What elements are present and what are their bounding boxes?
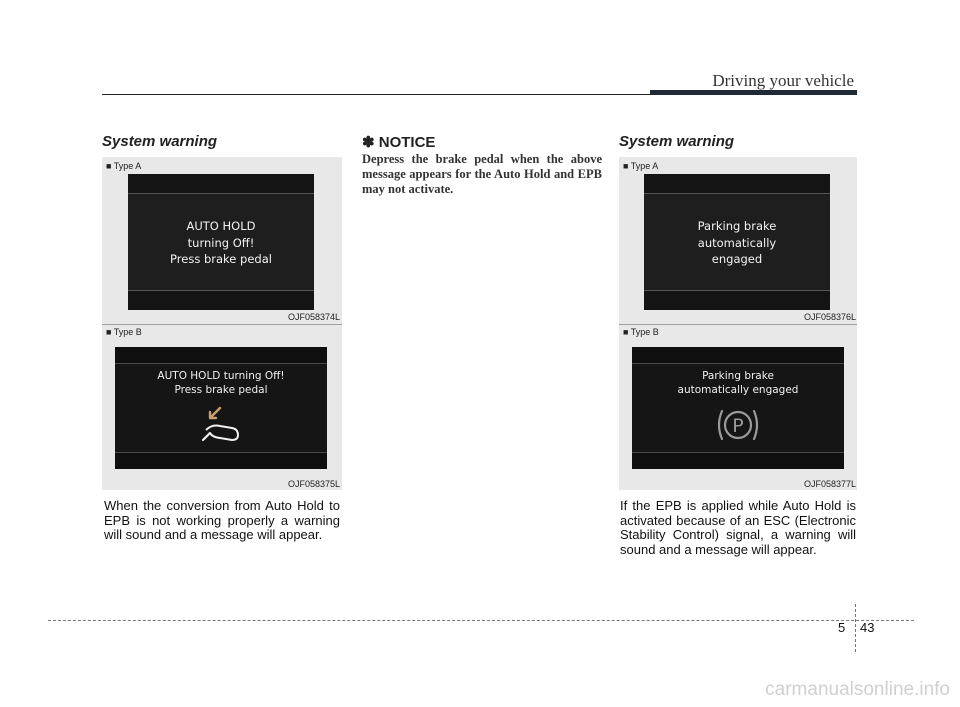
message-line: Parking brake xyxy=(697,219,777,233)
screen-bottom-band xyxy=(632,452,844,469)
right-type-a-screen xyxy=(644,174,830,310)
message-line: Parking brake xyxy=(702,370,774,382)
right-type-a-label: ■ Type A xyxy=(623,161,659,171)
page-number: 43 xyxy=(860,620,875,635)
screen-bottom-band xyxy=(644,290,830,310)
figure-separator xyxy=(619,324,857,325)
left-type-a-screen xyxy=(128,174,314,310)
page-header-title: Driving your vehicle xyxy=(712,71,854,90)
left-body-text: When the conversion from Auto Hold to EPB is not working properly a warning will sound and a message will appear. xyxy=(104,498,340,543)
left-type-a-code: OJF058374L xyxy=(287,312,340,322)
screen-top-band xyxy=(644,174,830,194)
screen-top-band xyxy=(115,347,327,364)
screen-bottom-band xyxy=(128,290,314,310)
watermark: carmanualsonline.info xyxy=(765,679,950,700)
notice-title: ✽ NOTICE xyxy=(362,134,436,151)
header-accent-bar xyxy=(650,90,857,95)
header-rule xyxy=(102,94,650,95)
screen-message xyxy=(644,218,830,268)
message-line: automatically engaged xyxy=(677,384,799,396)
message-line: Press brake pedal xyxy=(174,384,268,396)
message-line: Press brake pedal xyxy=(170,252,272,266)
right-type-b-screen xyxy=(632,347,844,469)
left-type-a-label: ■ Type A xyxy=(106,161,142,171)
notice-text: Depress the brake pedal when the above message appears for the Auto Hold and EPB may not activate. xyxy=(362,152,602,196)
right-type-a-code: OJF058376L xyxy=(803,312,856,322)
message-line: automatically xyxy=(697,235,777,250)
left-type-b-code: OJF058375L xyxy=(287,479,340,489)
screen-message xyxy=(128,218,314,268)
left-type-b-screen xyxy=(115,347,327,469)
message-line: engaged xyxy=(711,252,763,266)
screen-top-band xyxy=(128,174,314,194)
parking-brake-p-icon xyxy=(714,405,762,445)
screen-bottom-band xyxy=(115,452,327,469)
figure-separator xyxy=(102,324,342,325)
chapter-number: 5 xyxy=(838,620,846,635)
message-line: turning Off! xyxy=(187,235,255,250)
right-type-b-code: OJF058377L xyxy=(803,479,856,489)
screen-top-band xyxy=(632,347,844,364)
footer-rule xyxy=(48,620,914,621)
right-section-title: System warning xyxy=(619,133,735,150)
message-line: AUTO HOLD turning Off! xyxy=(157,370,285,382)
screen-message xyxy=(632,369,844,397)
screen-message xyxy=(115,369,327,397)
message-line: AUTO HOLD xyxy=(186,219,256,233)
svg-text:P: P xyxy=(732,415,744,437)
footer-divider xyxy=(855,604,856,652)
left-type-b-label: ■ Type B xyxy=(106,327,142,337)
right-body-text: If the EPB is applied while Auto Hold is activated because of an ESC (Electronic Stability Control) signal, a warning will sound and a message will appear. xyxy=(620,498,856,557)
left-section-title: System warning xyxy=(102,133,218,150)
right-type-b-label: ■ Type B xyxy=(623,327,659,337)
foot-on-brake-pedal-icon xyxy=(198,402,248,446)
